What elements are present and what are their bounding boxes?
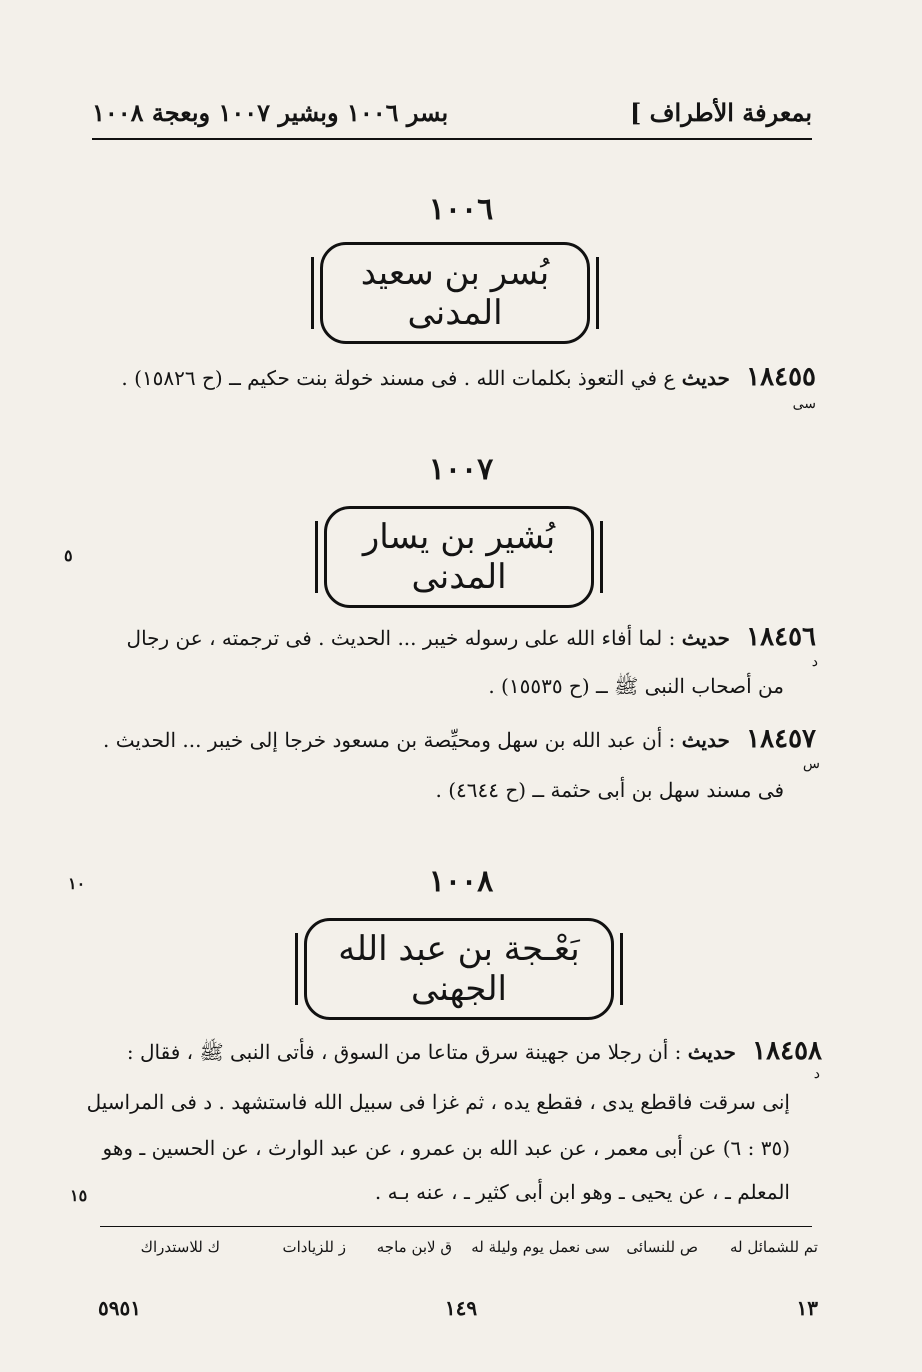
abbreviation-key bbox=[96, 1238, 818, 1264]
section-title: بَعْـجة بن عبد الله الجهنى bbox=[338, 929, 580, 1009]
section-number: ١٠٠٧ bbox=[428, 452, 494, 487]
hadith-continuation: المعلم ـ ، عن يحيى ـ وهو ابن أبى كثير ـ ، عنه بـه . bbox=[374, 1180, 790, 1204]
hadith-siglum: د bbox=[811, 654, 818, 670]
hadith-label: حديث bbox=[681, 626, 730, 650]
section-number: ١٠٠٦ bbox=[428, 192, 494, 227]
abbreviation: سى نعمل يوم وليلة له bbox=[471, 1238, 610, 1256]
hadith-text: : لما أفاء الله على رسوله خيبر ... الحديث . فى ترجمته ، عن رجال bbox=[126, 626, 676, 650]
section-title: بُسر بن سعيد المدنى bbox=[360, 253, 550, 333]
hadith-entry bbox=[103, 724, 816, 754]
hadith-text: : أن عبد الله بن سهل ومحيِّصة بن مسعود خرجا إلى خيبر ... الحديث . bbox=[103, 728, 676, 752]
hadith-number: ١٨٤٥٨ bbox=[752, 1036, 822, 1066]
page-code: ٥٩٥١ bbox=[98, 1296, 141, 1320]
hadith-text: ع في التعوذ بكلمات الله . فى مسند خولة بنت حكيم ــ (ح ١٥٨٢٦) . bbox=[121, 366, 676, 390]
hadith-label: حديث bbox=[687, 1040, 736, 1064]
hadith-continuation: (٣٥ : ٦) عن أبى معمر ، عن عبد الله بن عمرو ، عن عبد الوارث ، عن الحسين ـ وهو bbox=[102, 1136, 790, 1160]
hadith-siglum: س bbox=[802, 756, 820, 772]
section-number: ١٠٠٨ bbox=[428, 864, 494, 899]
abbreviation: تم للشمائل له bbox=[729, 1238, 818, 1256]
hadith-number: ١٨٤٥٧ bbox=[746, 724, 816, 754]
hadith-entry bbox=[127, 1036, 822, 1069]
hadith-continuation: فى مسند سهل بن أبى حثمة ــ (ح ٤٦٤٤) . bbox=[435, 778, 784, 802]
section-title-frame bbox=[304, 918, 614, 1020]
hadith-siglum: سى bbox=[792, 396, 816, 412]
section-title: بُشير بن يسار المدنى bbox=[362, 517, 556, 597]
hadith-text: : أن رجلا من جهينة سرق متاعا من السوق ، فأتى النبى ﷺ ، فقال : bbox=[126, 1040, 682, 1064]
abbreviation: ق لابن ماجه bbox=[376, 1238, 452, 1256]
footnote-rule bbox=[100, 1226, 812, 1227]
margin-line-number: ٥ bbox=[64, 546, 73, 565]
margin-line-number: ١٠ bbox=[68, 874, 86, 893]
abbreviation: ك للاستدراك bbox=[140, 1238, 220, 1256]
abbreviation: ص للنسائى bbox=[626, 1238, 698, 1256]
hadith-entry bbox=[121, 362, 816, 392]
hadith-siglum: د bbox=[813, 1066, 820, 1082]
hadith-number: ١٨٤٥٦ bbox=[746, 622, 816, 652]
running-head-contents: بسر ١٠٠٦ وبشير ١٠٠٧ وبعجة ١٠٠٨ bbox=[92, 98, 449, 127]
page-number: ١٤٩ bbox=[444, 1296, 478, 1320]
hadith-number: ١٨٤٥٥ bbox=[746, 362, 816, 392]
hadith-label: حديث bbox=[681, 728, 730, 752]
abbreviation: ز للزيادات bbox=[282, 1238, 346, 1256]
hadith-entry bbox=[127, 622, 816, 652]
running-head bbox=[92, 98, 812, 138]
running-head-title: بمعرفة الأطراف ] bbox=[629, 98, 812, 127]
volume-number: ١٣ bbox=[796, 1296, 818, 1320]
hadith-label: حديث bbox=[681, 366, 730, 390]
section-title-frame bbox=[320, 242, 590, 344]
hadith-continuation: من أصحاب النبى ﷺ ــ (ح ١٥٥٣٥) . bbox=[488, 674, 784, 698]
section-title-frame bbox=[324, 506, 594, 608]
header-rule bbox=[92, 138, 812, 140]
hadith-continuation: إنى سرقت فاقطع يدى ، فقطع يده ، ثم غزا فى سبيل الله فاستشهد . د فى المراسيل bbox=[86, 1090, 790, 1114]
margin-line-number: ١٥ bbox=[70, 1186, 88, 1205]
